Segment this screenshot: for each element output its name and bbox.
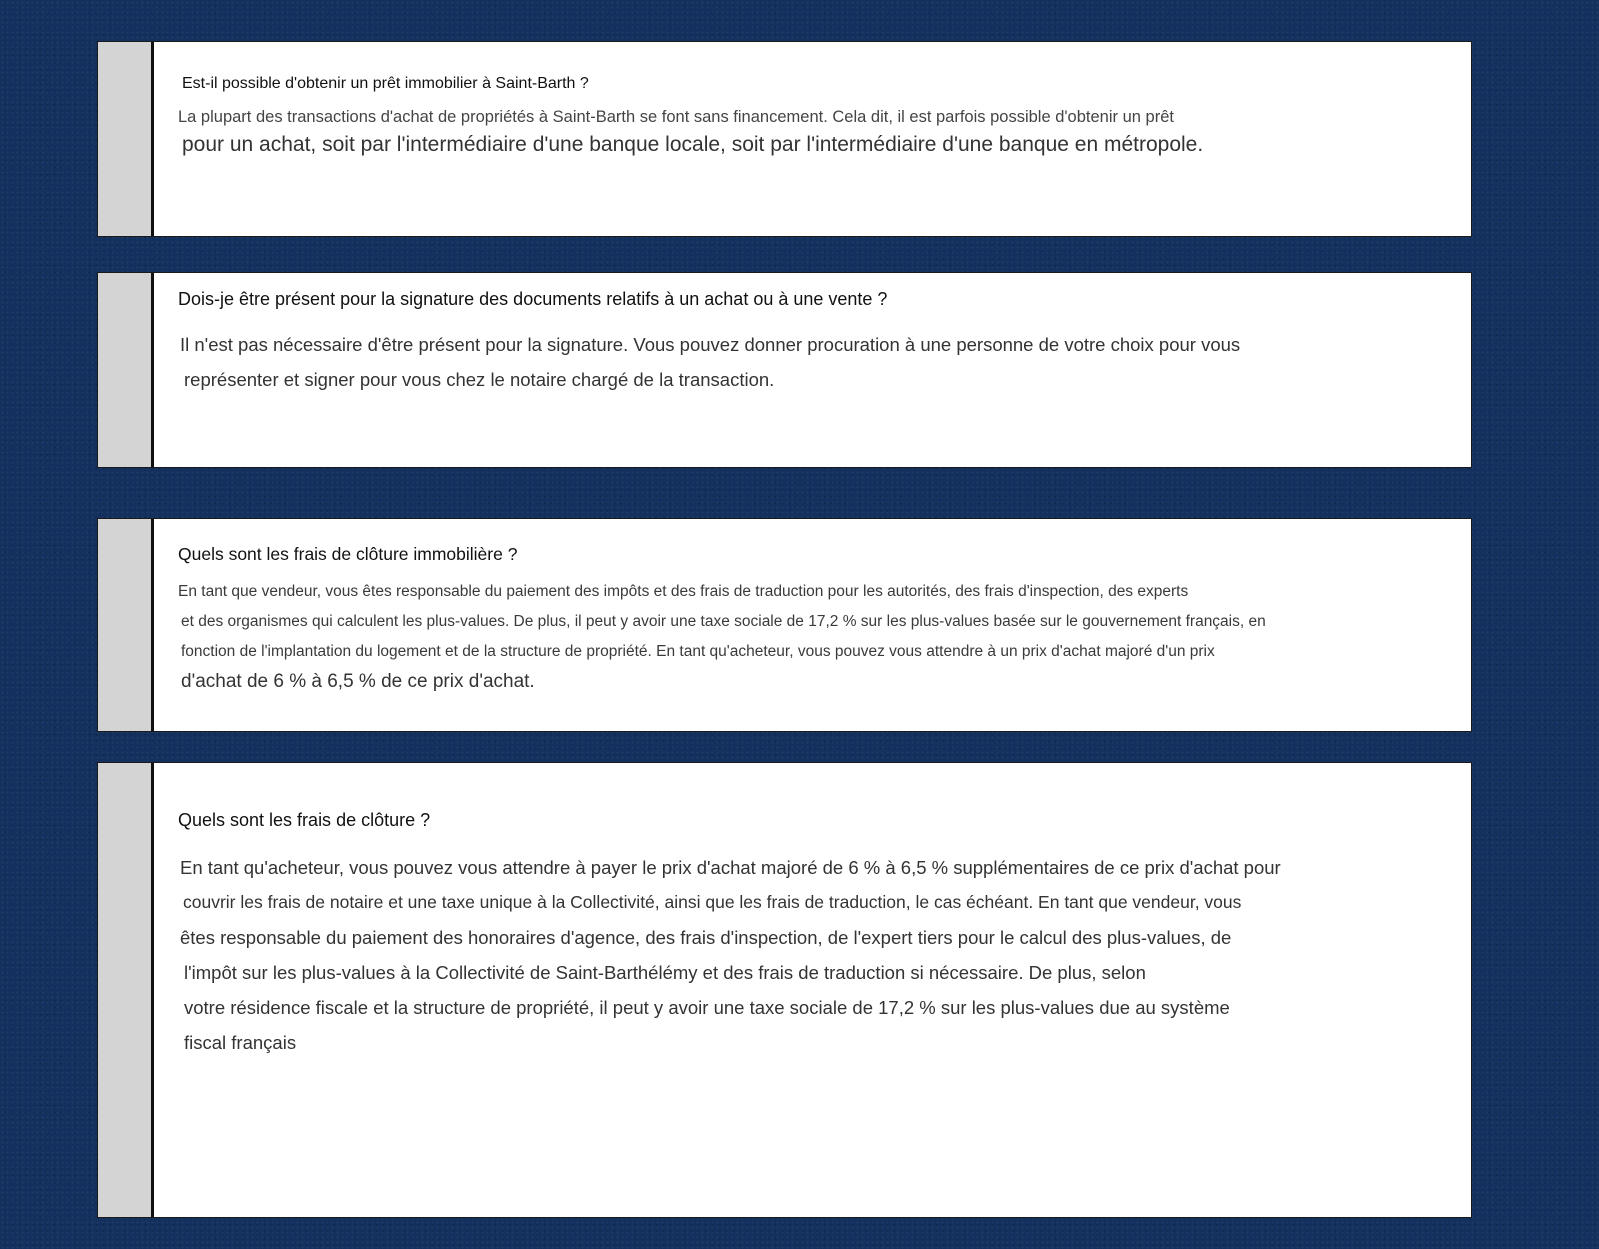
- faq-answer-line: fonction de l'implantation du logement et de la structure de propriété. En tant qu'acheteur, vous pouvez vous attendre à un prix d'achat majoré d'un prix: [181, 643, 1215, 660]
- faq-answer-line: représenter et signer pour vous chez le notaire chargé de la transaction.: [184, 369, 775, 390]
- faq-answer-line: La plupart des transactions d'achat de propriétés à Saint-Barth se font sans financement. Cela dit, il est parfois possible d'obtenir un prêt: [178, 108, 1174, 126]
- faq-question: Quels sont les frais de clôture ?: [178, 810, 431, 830]
- card-side-bar: [98, 763, 154, 1217]
- faq-card-closing-costs-real-estate: [97, 518, 1472, 732]
- faq-content: [154, 273, 1471, 467]
- faq-answer-line: fiscal français: [184, 1032, 297, 1053]
- card-side-bar: [98, 42, 154, 236]
- card-side-bar: [98, 519, 154, 731]
- faq-content: [154, 42, 1471, 236]
- faq-answer-line: pour un achat, soit par l'intermédiaire d'une banque locale, soit par l'intermédiaire d'une banque en métropole.: [182, 133, 1204, 156]
- faq-question: Quels sont les frais de clôture immobilière ?: [178, 544, 518, 564]
- faq-answer-line: êtes responsable du paiement des honoraires d'agence, des frais d'inspection, de l'expert tiers pour le calcul des plus-values, de: [180, 927, 1232, 948]
- faq-answer-line: En tant qu'acheteur, vous pouvez vous attendre à payer le prix d'achat majoré de 6 % à 6,5 % supplémentaires de ce prix d'achat pour: [180, 857, 1281, 878]
- faq-answer: [178, 577, 1441, 697]
- faq-answer-line: d'achat de 6 % à 6,5 % de ce prix d'achat.: [181, 671, 535, 692]
- faq-card-signature: [97, 272, 1472, 468]
- faq-answer-line: En tant que vendeur, vous êtes responsable du paiement des impôts et des frais de traduction pour les autorités, des frais d'inspection, des experts: [178, 583, 1189, 600]
- faq-answer-line: votre résidence fiscale et la structure de propriété, il peut y avoir une taxe sociale de 17,2 % sur les plus-values due au système: [184, 997, 1230, 1018]
- faq-card-closing-costs: [97, 762, 1472, 1218]
- faq-answer-line: et des organismes qui calculent les plus-values. De plus, il peut y avoir une taxe sociale de 17,2 % sur les plus-values basée sur le gouvernement français, en: [181, 613, 1266, 630]
- faq-question: Dois-je être présent pour la signature des documents relatifs à un achat ou à une vente ?: [178, 289, 888, 309]
- faq-content: [154, 519, 1471, 731]
- faq-answer-line: Il n'est pas nécessaire d'être présent pour la signature. Vous pouvez donner procuration à une personne de votre choix pour vous: [180, 334, 1241, 355]
- faq-answer: [178, 850, 1441, 1060]
- faq-answer-line: couvrir les frais de notaire et une taxe unique à la Collectivité, ainsi que les frais de traduction, le cas échéant. En tant que vendeur, vous: [183, 892, 1242, 912]
- faq-question: Est-il possible d'obtenir un prêt immobilier à Saint-Barth ?: [182, 75, 589, 92]
- faq-content: [154, 763, 1471, 1217]
- faq-card-loan: [97, 41, 1472, 237]
- card-side-bar: [98, 273, 154, 467]
- faq-answer-line: l'impôt sur les plus-values à la Collectivité de Saint-Barthélémy et des frais de traduction si nécessaire. De plus, selon: [184, 962, 1146, 983]
- faq-answer: [178, 327, 1441, 397]
